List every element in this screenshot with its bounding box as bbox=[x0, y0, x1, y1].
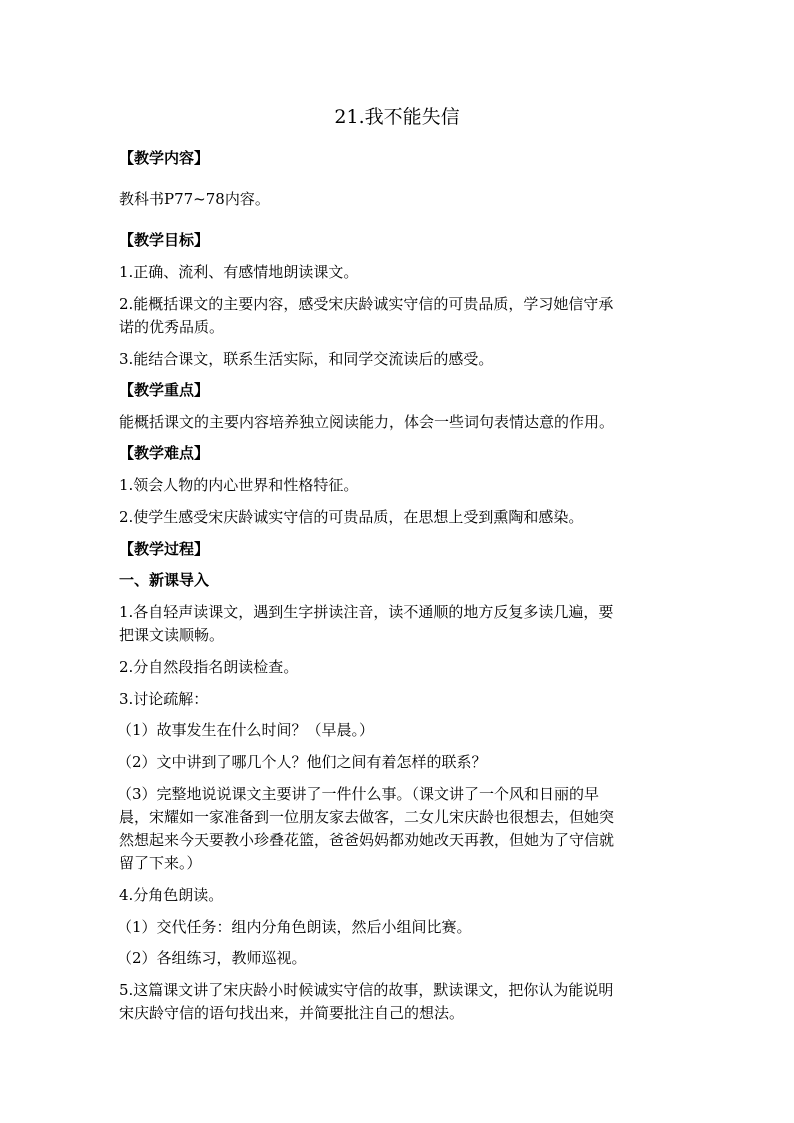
document-title: 21.我不能失信 bbox=[334, 106, 460, 128]
key-points-text: 能概括课文的主要内容培养独立阅读能力，体会一些词句表情达意的作用。 bbox=[119, 413, 615, 431]
process-line-15: 宋庆龄守信的语句找出来，并简要批注自己的想法。 bbox=[119, 1004, 465, 1022]
process-line-2: 把课文读顺畅。 bbox=[119, 626, 225, 644]
difficulty-item-2: 2.使学生感受宋庆龄诚实守信的可贵品质，在思想上受到熏陶和感染。 bbox=[119, 508, 584, 526]
process-line-11: 4.分角色朗读。 bbox=[119, 886, 224, 904]
difficulty-item-1: 1.领会人物的内心世界和性格特征。 bbox=[119, 476, 359, 494]
goal-item-1: 1.正确、流利、有感情地朗读课文。 bbox=[119, 263, 359, 281]
section-heading-difficulties: 【教学难点】 bbox=[119, 444, 210, 462]
content-text: 教科书P77~78内容。 bbox=[119, 190, 270, 208]
section-heading-goals: 【教学目标】 bbox=[119, 231, 210, 249]
process-line-10: 留了下来。） bbox=[119, 854, 202, 872]
process-line-9: 然想起来今天要教小珍叠花篮，爸爸妈妈都劝她改天再教，但她为了守信就 bbox=[119, 831, 615, 849]
goal-item-2-continued: 诺的优秀品质。 bbox=[119, 318, 225, 336]
process-line-12: （1）交代任务：组内分角色朗读，然后小组间比赛。 bbox=[117, 918, 472, 936]
process-line-8: 晨，宋耀如一家准备到一位朋友家去做客，二女儿宋庆龄也很想去，但她突 bbox=[119, 808, 615, 826]
process-line-3: 2.分自然段指名朗读检查。 bbox=[119, 658, 299, 676]
process-line-1: 1.各自轻声读课文，遇到生字拼读注音，读不通顺的地方反复多读几遍，要 bbox=[119, 603, 614, 621]
goal-item-3: 3.能结合课文，联系生活实际，和同学交流读后的感受。 bbox=[119, 350, 494, 368]
process-line-14: 5.这篇课文讲了宋庆龄小时候诚实守信的故事，默读课文，把你认为能说明 bbox=[119, 981, 614, 999]
goal-item-2: 2.能概括课文的主要内容，感受宋庆龄诚实守信的可贵品质，学习她信守承 bbox=[119, 295, 614, 313]
process-line-5: （1）故事发生在什么时间？（早晨。） bbox=[117, 721, 375, 739]
process-subheading: 一、新课导入 bbox=[119, 571, 210, 589]
section-heading-content: 【教学内容】 bbox=[119, 149, 210, 167]
process-line-4: 3.讨论疏解： bbox=[119, 690, 209, 708]
section-heading-key-points: 【教学重点】 bbox=[119, 381, 210, 399]
section-heading-process: 【教学过程】 bbox=[119, 540, 210, 558]
process-line-13: （2）各组练习，教师巡视。 bbox=[117, 949, 307, 967]
process-line-6: （2）文中讲到了哪几个人？他们之间有着怎样的联系？ bbox=[117, 753, 487, 771]
process-line-7: （3）完整地说说课文主要讲了一件什么事。（课文讲了一个风和日丽的早 bbox=[117, 785, 600, 803]
